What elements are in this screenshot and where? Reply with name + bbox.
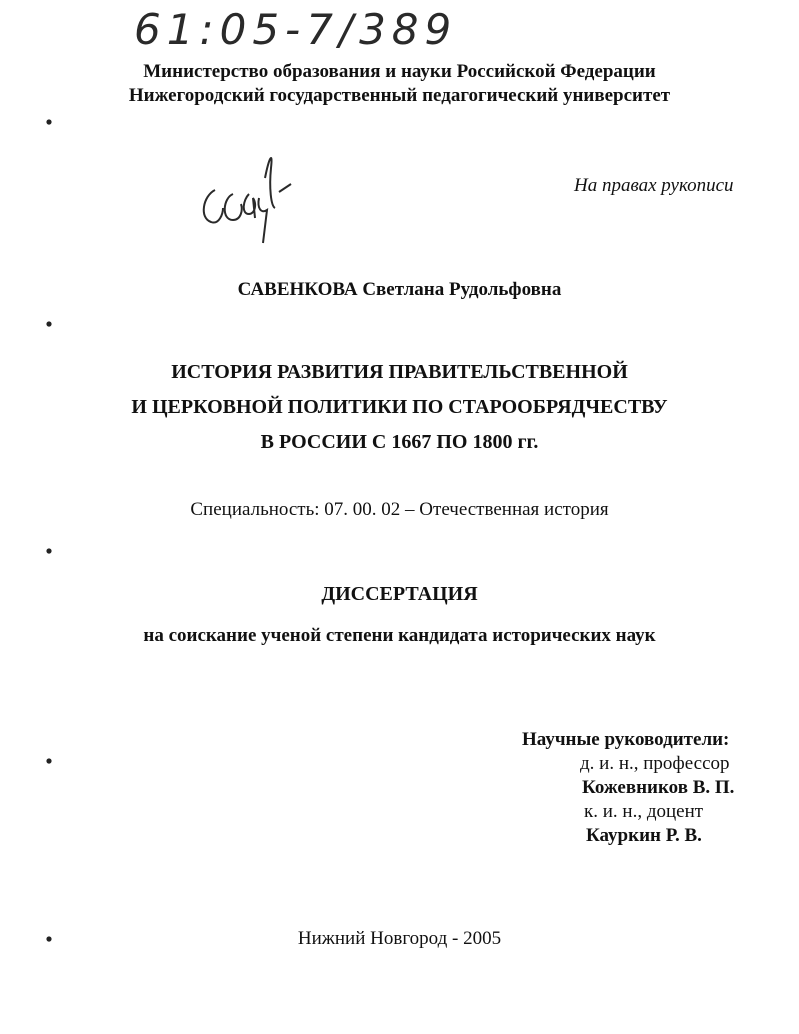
document-type: ДИССЕРТАЦИЯ	[321, 583, 478, 605]
degree-line: на соискание ученой степени кандидата исторических наук	[143, 625, 656, 646]
margin-dot-icon	[44, 116, 56, 128]
title-line-3: В РОССИИ С 1667 ПО 1800 гг.	[260, 431, 539, 453]
place-year: Нижний Новгород - 2005	[297, 928, 502, 949]
first-supervisor-name: Кожевников В. П.	[582, 777, 735, 798]
second-supervisor-name: Кауркин Р. В.	[586, 825, 702, 846]
margin-dot-icon	[44, 318, 56, 330]
margin-dot-icon	[44, 933, 56, 945]
author-given-names: Светлана Рудольфовна	[362, 279, 562, 300]
specialty-line: Специальность: 07. 00. 02 – Отечественная история	[190, 499, 609, 520]
handwritten-signature-icon	[193, 148, 293, 248]
author-surname: САВЕНКОВА	[237, 279, 358, 300]
second-supervisor-title: к. и. н., доцент	[584, 801, 704, 822]
manuscript-note: На правах рукописи	[574, 175, 734, 196]
handwritten-catalog-number	[132, 2, 502, 54]
catalog-number-text: 61:05-7/389	[134, 5, 458, 54]
title-line-1: ИСТОРИЯ РАЗВИТИЯ ПРАВИТЕЛЬСТВЕННОЙ	[171, 361, 628, 383]
author-name	[0, 278, 799, 302]
ministry-line: Министерство образования и науки Российской Федерации	[143, 61, 656, 82]
title-line-2: И ЦЕРКОВНОЙ ПОЛИТИКИ ПО СТАРООБРЯДЧЕСТВУ	[131, 396, 668, 418]
margin-dot-icon	[44, 755, 56, 767]
university-line: Нижегородский государственный педагогический университет	[128, 85, 671, 106]
margin-dot-icon	[44, 545, 56, 557]
first-supervisor-title: д. и. н., профессор	[580, 753, 730, 774]
supervisors-heading: Научные руководители:	[522, 729, 730, 750]
